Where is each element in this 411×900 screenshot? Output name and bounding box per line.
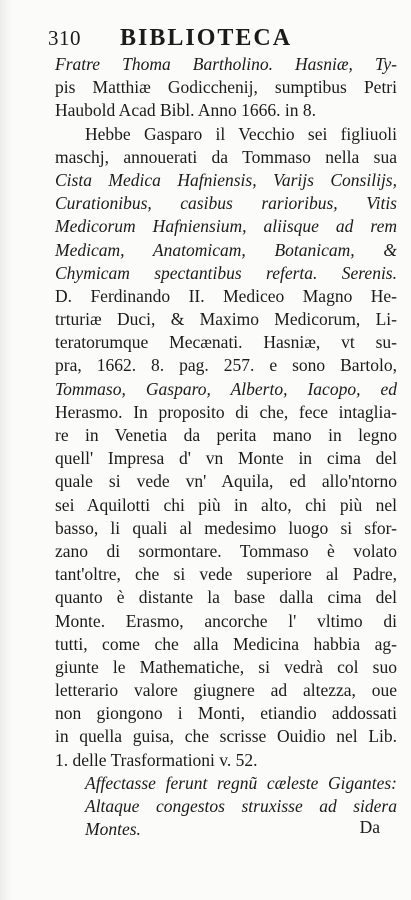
text-line: quanto è distante la base dalla cima del — [55, 587, 397, 608]
text-line: Fratre Thoma Bartholino. Hasniæ, Ty- — [55, 54, 397, 74]
text-line: teratorumque Mecænati. Hasniæ, vt su- — [55, 332, 397, 353]
text-line: Monte. Erasmo, ancorche l' vltimo di — [55, 610, 397, 631]
text-line: Chymicam spectantibus referta. Serenis. — [55, 262, 397, 283]
text-line: 1. delle Trasformationi v. 52. — [55, 749, 258, 770]
text-line: tant'oltre, che si vede superiore al Padre, — [55, 564, 397, 585]
text-line: non giongono i Monti, etiandio addossati — [55, 703, 397, 724]
text-line: tutti, come che alla Medicina habbia ag- — [55, 633, 397, 654]
text-line: Haubold Acad Bibl. Anno 1666. in 8. — [55, 100, 317, 121]
text-line: sei Aquilotti chi più in alto, chi più nel — [55, 494, 397, 515]
text-line: D. Ferdinando II. Mediceo Magno He- — [55, 285, 397, 306]
text-line: Hebbe Gasparo il Vecchio sei figliuoli — [85, 123, 397, 144]
text-line: basso, li quali al medesimo luogo si sfor- — [55, 517, 397, 538]
running-title: BIBLIOTECA — [120, 25, 293, 51]
body-text — [55, 53, 397, 841]
page-number: 310 — [48, 26, 81, 50]
catchword: Da — [359, 817, 380, 837]
text-line: Cista Medica Hafniensis, Varijs Consilijs, — [55, 169, 397, 190]
text-line: maschj, annouerati da Tommaso nella sua — [55, 146, 397, 167]
text-line: trturiæ Duci, & Maximo Medicorum, Li- — [55, 309, 397, 330]
verse-line: Montes. — [85, 819, 141, 840]
text-line: Herasmo. In proposito di che, fece intaglia- — [55, 401, 397, 422]
text-line: in quella guisa, che scrisse Ouidio nel Lib. — [55, 726, 397, 747]
text-line: letterario valore giugnere ad altezza, oue — [55, 680, 397, 701]
page-gutter-shadow — [0, 0, 12, 900]
text-line: Curationibus, casibus rarioribus, Vitis — [55, 193, 397, 214]
text-line: Medicorum Hafniensium, aliisque ad rem — [55, 216, 397, 237]
text-line: quell' Impresa d' vn Monte in cima del — [55, 448, 397, 469]
text-line: Medicam, Anatomicam, Botanicam, & — [55, 239, 397, 260]
verse-line: Affectasse ferunt regnũ cæleste Gigantes: — [85, 772, 397, 793]
text-line: re in Venetia da perita mano in legno — [55, 425, 397, 445]
text-line: zano di sormontare. Tommaso è volato — [55, 540, 397, 561]
text-line: pra, 1662. 8. pag. 257. e sono Bartolo, — [55, 355, 397, 376]
text-line: giunte le Mathematiche, si vedrà col suo — [55, 656, 397, 677]
text-line: quale si vede vn' Aquila, ed allo'ntorno — [55, 471, 397, 492]
page-header — [48, 26, 388, 54]
text-line: pis Matthiæ Godicchenij, sumptibus Petri — [55, 77, 397, 98]
text-line: Tommaso, Gasparo, Alberto, Iacopo, ed — [55, 378, 397, 399]
verse-line: Altaque congestos struxisse ad sidera — [85, 796, 397, 816]
